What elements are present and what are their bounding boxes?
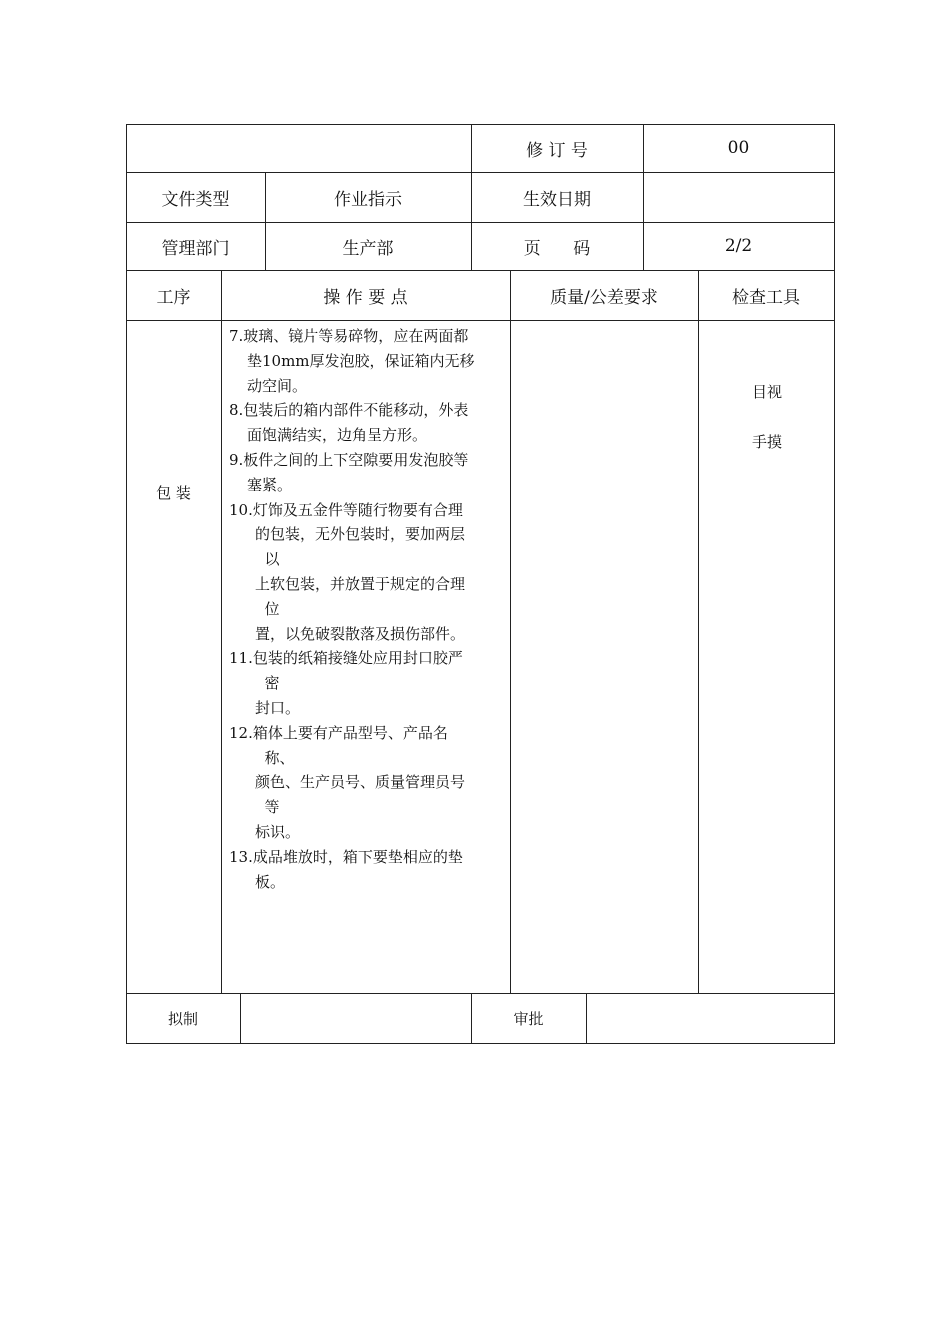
revision-value: 00 [727, 138, 750, 158]
step-8: 8.包装后的箱内部件不能移动，外表 面饱满结实，边角呈方形。 [229, 401, 469, 445]
tool-touch: 手摸 [751, 433, 782, 451]
step-12: 12.箱体上要有产品型号、产品名 称、 颜色、生产员号、质量管理员号 等 标识。 [229, 723, 466, 841]
dept-value: 生产部 [342, 238, 394, 259]
page-value: 2/2 [724, 236, 753, 256]
approved-value [586, 993, 834, 1043]
doc-type-value: 作业指示 [334, 189, 402, 210]
column-header-tools: 检查工具 [732, 287, 800, 308]
step-13: 13.成品堆放时，箱下要垫相应的垫 板。 [229, 847, 463, 891]
revision-label: 修 订 号 [526, 140, 588, 161]
tool-visual: 目视 [751, 383, 782, 401]
drafted-value [240, 993, 471, 1043]
approved-label: 审批 [513, 1009, 544, 1028]
doc-type-label: 文件类型 [161, 189, 230, 210]
drafted-label: 拟制 [167, 1009, 198, 1028]
page-label: 页 码 [523, 238, 591, 259]
step-9: 9.板件之间的上下空隙要用发泡胶等 塞紧。 [229, 450, 469, 494]
effective-date-value [643, 172, 834, 222]
effective-date-label: 生效日期 [523, 189, 591, 210]
step-10: 10.灯饰及五金件等随行物要有合理 的包装，无外包装时，要加两层 以 上软包装，并放置于规定的合理 位 置，以免破裂散落及损伤部件。 [229, 500, 466, 643]
dept-label: 管理部门 [161, 238, 230, 259]
column-header-process: 工序 [156, 287, 191, 308]
step-11: 11.包装的纸箱接缝处应用封口胶严 密 封口。 [229, 649, 463, 717]
step-7: 7.玻璃、镜片等易碎物，应在两面都 垫10mm厚发泡胶，保证箱内无移 动空间。 [229, 327, 475, 395]
process-name: 包 装 [156, 483, 191, 502]
column-header-points: 操 作 要 点 [323, 287, 408, 308]
operation-steps [229, 324, 505, 894]
column-header-quality: 质量/公差要求 [550, 287, 658, 308]
